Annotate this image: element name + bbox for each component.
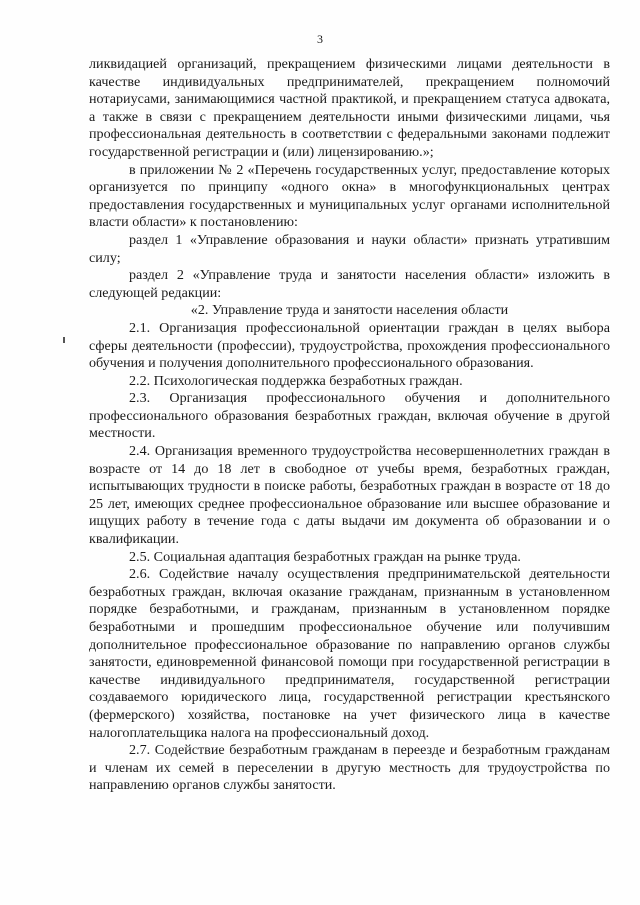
- paragraph-appendix-2: в приложении № 2 «Перечень государственных услуг, предоставление которых организуется по принципу «одного окна» в многофункциональных центрах предоставления государственных и муниципальных услуг органами исполнительной власти области» к постановлению:: [89, 161, 610, 231]
- item-2-2: 2.2. Психологическая поддержка безработных граждан.: [129, 372, 463, 389]
- item-2-7: 2.7. Содействие безработным гражданам в переезде и безработным гражданам и членам их семей в переселении в другую местность для трудоустройства по направлению органов службы занятости.: [89, 742, 610, 794]
- paragraph-section-2: раздел 2 «Управление труда и занятости населения области» изложить в следующей редакции:: [89, 267, 610, 301]
- document-body: [89, 56, 610, 795]
- margin-mark: [63, 337, 65, 343]
- item-2-5: 2.5. Социальная адаптация безработных граждан на рынке труда.: [129, 548, 521, 565]
- item-2-4: 2.4. Организация временного трудоустройства несовершеннолетних граждан в возрасте от 14 до 18 лет в свободное от учебы время, безработных граждан, испытывающих трудности в поиске работы, безработных граждан в возрасте от 18 до 25 лет, имеющих среднее профессиональное образование или высшее образование и ищущих работу в течение года с даты выдачи им документа об образовании и о квалификации.: [89, 443, 610, 548]
- section-heading: «2. Управление труда и занятости населения области: [190, 302, 509, 319]
- item-2-1: 2.1. Организация профессиональной ориентации граждан в целях выбора сферы деятельности (профессии), трудоустройства, прохождения профессионального обучения и получения дополнительного профессионального образования.: [89, 319, 610, 372]
- paragraph-continuation: ликвидацией организаций, прекращением физическими лицами деятельности в качестве индивидуальных предпринимателей, прекращением полномочий нотариусами, занимающимися частной практикой, и прекращением статуса адвоката, а также в связи с прекращением деятельности иными физическими лицами, чья профессиональная деятельность в соответствии с федеральными законами подлежит государственной регистрации и (или) лицензированию.»;: [89, 56, 610, 160]
- paragraph-section-1: раздел 1 «Управление образования и науки области» признать утратившим силу;: [89, 231, 610, 266]
- item-2-3: 2.3. Организация профессионального обучения и дополнительного профессионального образования безработных граждан, включая обучение в другой местности.: [89, 390, 610, 442]
- item-2-6: 2.6. Содействие началу осуществления предпринимательской деятельности безработных граждан, включая оказание гражданам, признанным в установленном порядке безработными, и гражданам, признанным в установленном порядке безработными и прошедшим профессиональное обучение или получившим дополнительное профессиональное образование по направлению органов службы занятости, единовременной финансовой помощи при государственной регистрации в качестве индивидуального предпринимателя, государственной регистрации создаваемого юридического лица, государственной регистрации крестьянского (фермерского) хозяйства, постановке на учет физического лица в качестве налогоплательщика налога на профессиональный доход.: [89, 566, 610, 741]
- page-number: 3: [317, 32, 323, 46]
